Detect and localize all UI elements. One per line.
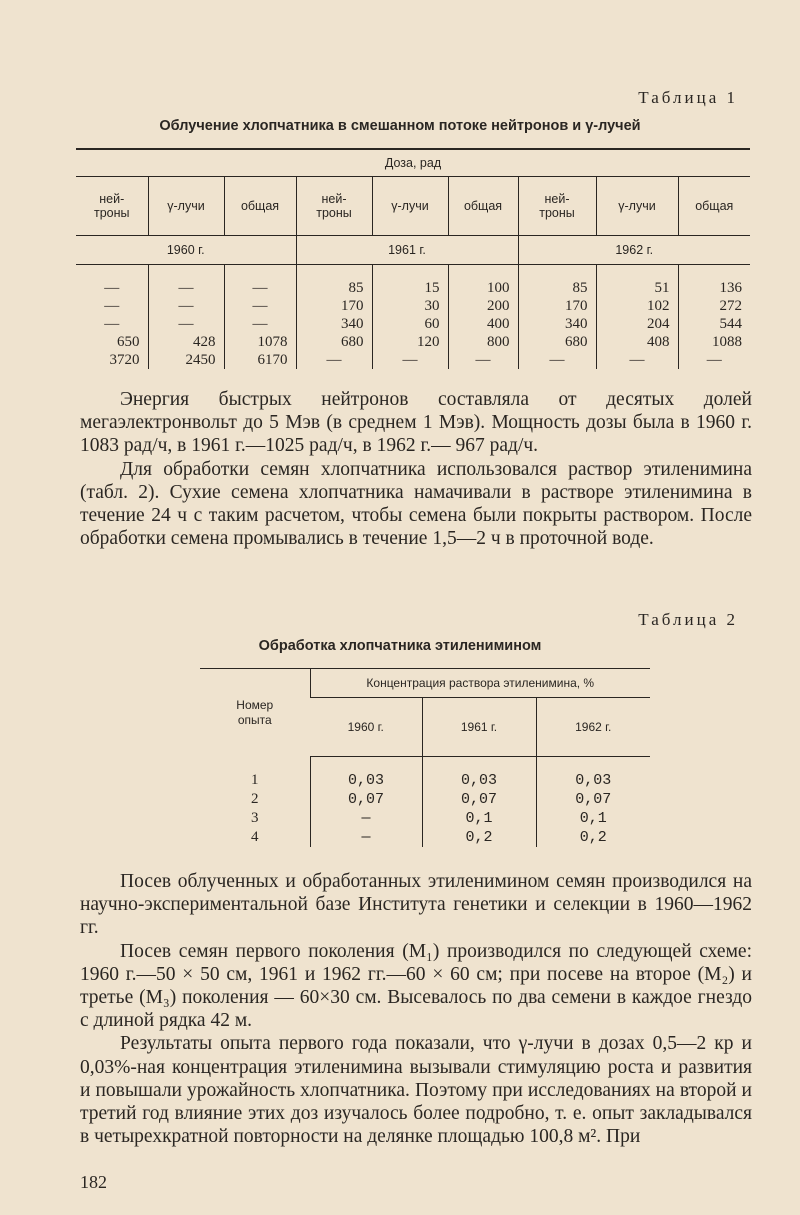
table2-caption: Таблица 2 [638,610,738,629]
table-cell: 428 [148,333,224,351]
page-number: 182 [80,1172,107,1192]
year-1961: 1961 г. [296,236,518,265]
table-cell: — [224,297,296,315]
table-row [76,265,750,298]
table1 [76,148,750,369]
paragraph-text: Посев облученных и обработанных этиленимином семян производился на научно-экспериментальной базе Института генетики и селекции в 1960—1962 гг. [80,871,752,939]
column-header: ней- троны [76,177,148,236]
table-cell: — [678,351,750,369]
table-cell: 2 [251,791,259,807]
table-cell: 680 [518,333,596,351]
table-row [200,757,650,791]
paragraph-text: Для обработки семян хлопчатника использовался раствор этиленимина (табл. 2). Сухие семена хлопчатника намачивали в растворе этиленимина в течение 24 ч с таким расчетом, чтобы семена были покрыты раствором. После обработки семена промывались в течение 1,5—2 ч в проточной воде. [80,458,752,550]
column-header: ней- троны [518,177,596,236]
table-cell: — [224,265,296,298]
table-cell: 0,03 [422,757,536,791]
table-cell: 680 [296,333,372,351]
table1-column-headers [76,177,750,236]
table-cell: 340 [296,315,372,333]
table-row [200,828,650,847]
column-header: общая [448,177,518,236]
table-cell: — [148,315,224,333]
table-cell: 4 [251,829,259,845]
table-cell: 544 [678,315,750,333]
column-header: γ-лучи [596,177,678,236]
table-cell: 6170 [224,351,296,369]
paragraph-energy [80,388,752,550]
table2 [200,668,650,847]
table-cell: 0,1 [536,809,650,828]
table-cell: 170 [518,297,596,315]
table-cell: — [104,280,120,296]
year-1962: 1962 г. [518,236,750,265]
table-cell: 204 [596,315,678,333]
dose-header: Доза, рад [76,149,750,177]
table-row [200,790,650,809]
table-cell: 1 [251,771,259,788]
table-cell: 102 [596,297,678,315]
table-cell: 51 [596,265,678,298]
table1-title: Облучение хлопчатника в смешанном потоке нейтронов и γ-лучей [159,118,641,134]
year-1961: 1961 г. [422,698,536,757]
table2-title: Обработка хлопчатника этиленимином [258,638,542,654]
table-cell: 15 [372,265,448,298]
table-cell: 170 [296,297,372,315]
table-cell: 1078 [224,333,296,351]
table-cell: 0,07 [310,790,422,809]
table-cell: 800 [448,333,518,351]
table-row [76,297,750,315]
table-row [76,333,750,351]
year-1960: 1960 г. [310,698,422,757]
paragraph-text: Энергия быстрых нейтронов составляла от десятых долей мегаэлектронвольт до 5 Мэв (в среднем 1 Мэв). Мощность дозы была в 1960 г. 1083 рад/ч, в 1961 г.—1025 рад/ч, в 1962 г.— 967 рад/ч. [80,389,752,457]
table-cell: — [518,351,596,369]
table-cell: — [148,297,224,315]
table-cell: 60 [372,315,448,333]
table-cell: 120 [372,333,448,351]
table-cell: 0,07 [536,790,650,809]
table1-caption: Таблица 1 [638,88,738,107]
table-cell: — [104,316,120,332]
table-cell: 340 [518,315,596,333]
table-cell: 3 [251,810,259,826]
table-cell: — [310,809,422,828]
table-cell: — [448,351,518,369]
table-cell: 85 [296,265,372,298]
paragraph-text: Результаты опыта первого года показали, что γ-лучи в дозах 0,5—2 кр и 0,03%-ная концентрация этиленимина вызывали стимуляцию роста и развития и повышали урожайность хлопчатника. Поэтому при исследованиях на второй и третий год влияние этих доз изучалось более подробно, т. е. опыт закладывался в четырехкратной повторности на делянке площадью 100,8 м². При [80,1033,752,1148]
table-cell: 200 [448,297,518,315]
table-cell: 3720 [109,352,140,368]
table-cell: — [148,265,224,298]
column-header: общая [224,177,296,236]
column-header: общая [678,177,750,236]
table-cell: 30 [372,297,448,315]
table-cell: 0,2 [536,828,650,847]
year-1962: 1962 г. [536,698,650,757]
table-cell: 0,1 [422,809,536,828]
table-cell: 0,03 [536,757,650,791]
table-cell: 0,03 [310,757,422,791]
table-cell: — [310,828,422,847]
table-cell: — [372,351,448,369]
concentration-header: Концентрация раствора этиленимина, % [310,669,650,698]
paragraph-text: Посев семян первого поколения (M₁) производился по следующей схеме: 1960 г.—50 × 50 см, 1961 и 1962 гг.—60 × 60 см; при посеве на второе (M₂) и третье (M₃) поколения — 60×30 см. Высевалось по два семени в каждое гнездо с длиной рядка 42 м. [80,940,752,1032]
paragraph-sowing [80,870,752,1148]
table-cell: 0,2 [422,828,536,847]
table-cell: 408 [596,333,678,351]
table-cell: 100 [448,265,518,298]
column-header: γ-лучи [372,177,448,236]
table-cell: 650 [117,334,140,350]
table-cell: — [296,351,372,369]
year-1960: 1960 г. [76,236,296,265]
table-cell: 136 [678,265,750,298]
table-cell: — [224,315,296,333]
table-cell: 2450 [148,351,224,369]
table-cell: 1088 [678,333,750,351]
table-cell: 0,07 [422,790,536,809]
column-header: ней- троны [296,177,372,236]
table-cell: — [596,351,678,369]
table-row [76,315,750,333]
table-row [200,809,650,828]
table-cell: — [104,298,120,314]
table-cell: 85 [518,265,596,298]
table-row [76,351,750,369]
experiment-number-header: Номер опыта [200,669,310,757]
table-cell: 272 [678,297,750,315]
column-header: γ-лучи [148,177,224,236]
table-cell: 400 [448,315,518,333]
